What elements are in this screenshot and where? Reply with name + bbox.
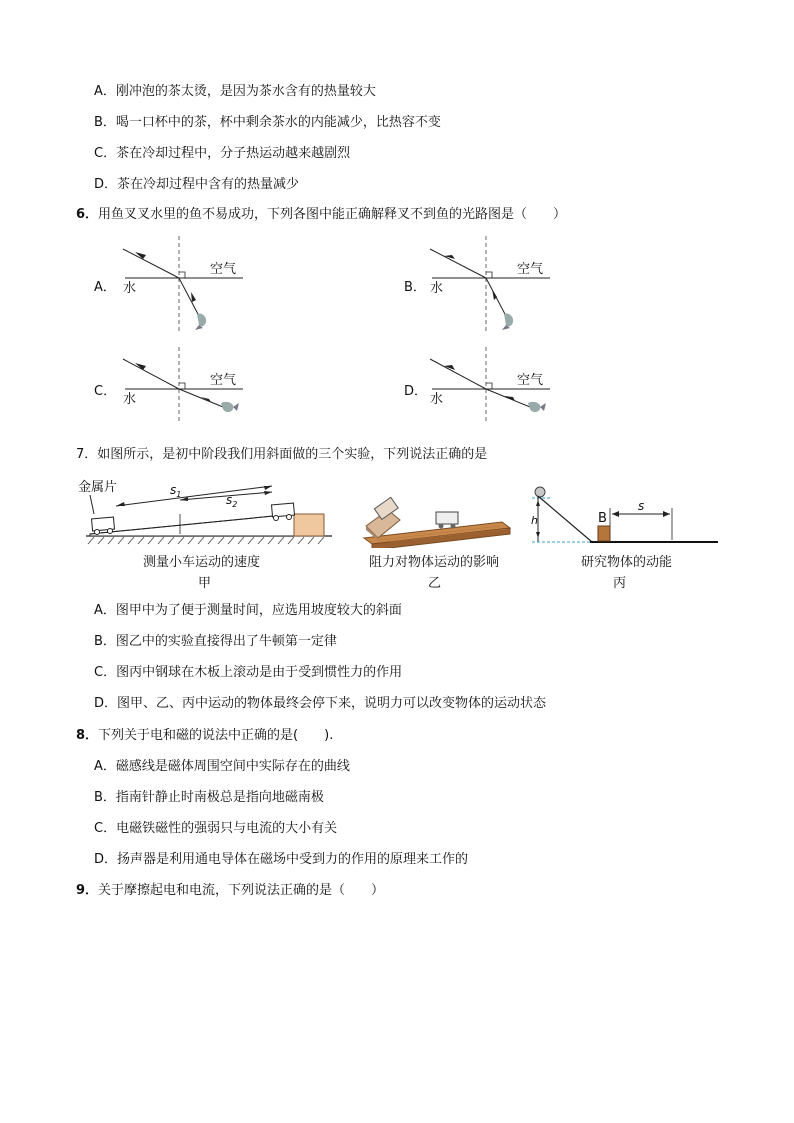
q5-option-d: D．茶在冷却过程中含有的热量减少 bbox=[94, 177, 300, 192]
q7-figure-yi-label: 乙 bbox=[428, 576, 442, 591]
svg-text:水: 水 bbox=[430, 281, 444, 296]
q6-diagram-a bbox=[115, 234, 250, 334]
q9-stem: 9．关于摩擦起电和电流，下列说法正确的是（ ） bbox=[76, 883, 385, 898]
q7-option-a: A．图甲中为了便于测量时间，应选用坡度较大的斜面 bbox=[94, 603, 402, 618]
q6-option-c-letter: C． bbox=[94, 384, 117, 399]
fish-icon bbox=[221, 402, 239, 412]
q7-figure-bing-label: 丙 bbox=[613, 576, 627, 591]
fish-icon bbox=[195, 313, 206, 330]
q6-option-b-letter: B． bbox=[404, 280, 426, 295]
q7-figure-yi bbox=[360, 490, 515, 548]
svg-text:B: B bbox=[598, 511, 607, 526]
svg-text:s1: $s_1$ bbox=[170, 483, 182, 499]
svg-text:空气: 空气 bbox=[517, 262, 544, 277]
q8-option-b: B．指南针静止时南极总是指向地磁南极 bbox=[94, 790, 324, 805]
q6-option-a-letter: A． bbox=[94, 280, 116, 295]
q7-figure-jia-caption: 测量小车运动的速度 bbox=[143, 555, 261, 570]
q8-option-d: D．扬声器是利用通电导体在磁场中受到力的作用的原理来工作的 bbox=[94, 852, 469, 867]
svg-text:h: h bbox=[531, 514, 538, 527]
q5-option-a: A．刚冲泡的茶太烫，是因为茶水含有的热量较大 bbox=[94, 84, 376, 99]
svg-text:水: 水 bbox=[123, 281, 137, 296]
svg-text:s2: $s_2$ bbox=[226, 493, 238, 509]
q7-figure-bing bbox=[528, 482, 720, 546]
q6-option-d-letter: D． bbox=[404, 384, 428, 399]
q7-figure-jia-label: 甲 bbox=[198, 576, 212, 591]
q7-option-d: D．图甲、乙、丙中运动的物体最终会停下来，说明力可以改变物体的运动状态 bbox=[94, 696, 547, 711]
q7-figure-yi-caption: 阻力对物体运动的影响 bbox=[369, 555, 500, 570]
q7-figure-bing-caption: 研究物体的动能 bbox=[581, 555, 673, 570]
q7-option-c: C．图丙中钢球在木板上滚动是由于受到惯性力的作用 bbox=[94, 665, 403, 680]
svg-text:水: 水 bbox=[430, 392, 444, 407]
q6-diagram-d bbox=[422, 345, 557, 425]
fish-icon bbox=[528, 402, 546, 412]
q8-option-c: C．电磁铁磁性的强弱只与电流的大小有关 bbox=[94, 821, 338, 836]
q6-diagram-c bbox=[115, 345, 250, 425]
svg-text:金属片: 金属片 bbox=[78, 480, 118, 495]
q8-option-a: A．磁感线是磁体周围空间中实际存在的曲线 bbox=[94, 759, 350, 774]
svg-text:空气: 空气 bbox=[210, 373, 237, 388]
q7-stem: 7．如图所示，是初中阶段我们用斜面做的三个实验，下列说法正确的是 bbox=[76, 447, 488, 462]
q5-option-b: B．喝一口杯中的茶，杯中剩余茶水的内能减少，比热容不变 bbox=[94, 115, 441, 130]
q6-stem: 6．用鱼叉叉水里的鱼不易成功，下列各图中能正确解释叉不到鱼的光路图是（ ） bbox=[76, 207, 567, 222]
q7-option-b: B．图乙中的实验直接得出了牛顿第一定律 bbox=[94, 634, 337, 649]
svg-text:水: 水 bbox=[123, 392, 137, 407]
fish-icon bbox=[502, 313, 513, 330]
svg-text:空气: 空气 bbox=[210, 262, 237, 277]
q7-figure-jia bbox=[76, 474, 336, 546]
svg-text:空气: 空气 bbox=[517, 373, 544, 388]
q5-option-c: C．茶在冷却过程中，分子热运动越来越剧烈 bbox=[94, 146, 351, 161]
svg-text:s: s bbox=[638, 499, 645, 513]
q8-stem: 8．下列关于电和磁的说法中正确的是( ). bbox=[76, 728, 334, 743]
q6-diagram-b bbox=[422, 234, 557, 334]
